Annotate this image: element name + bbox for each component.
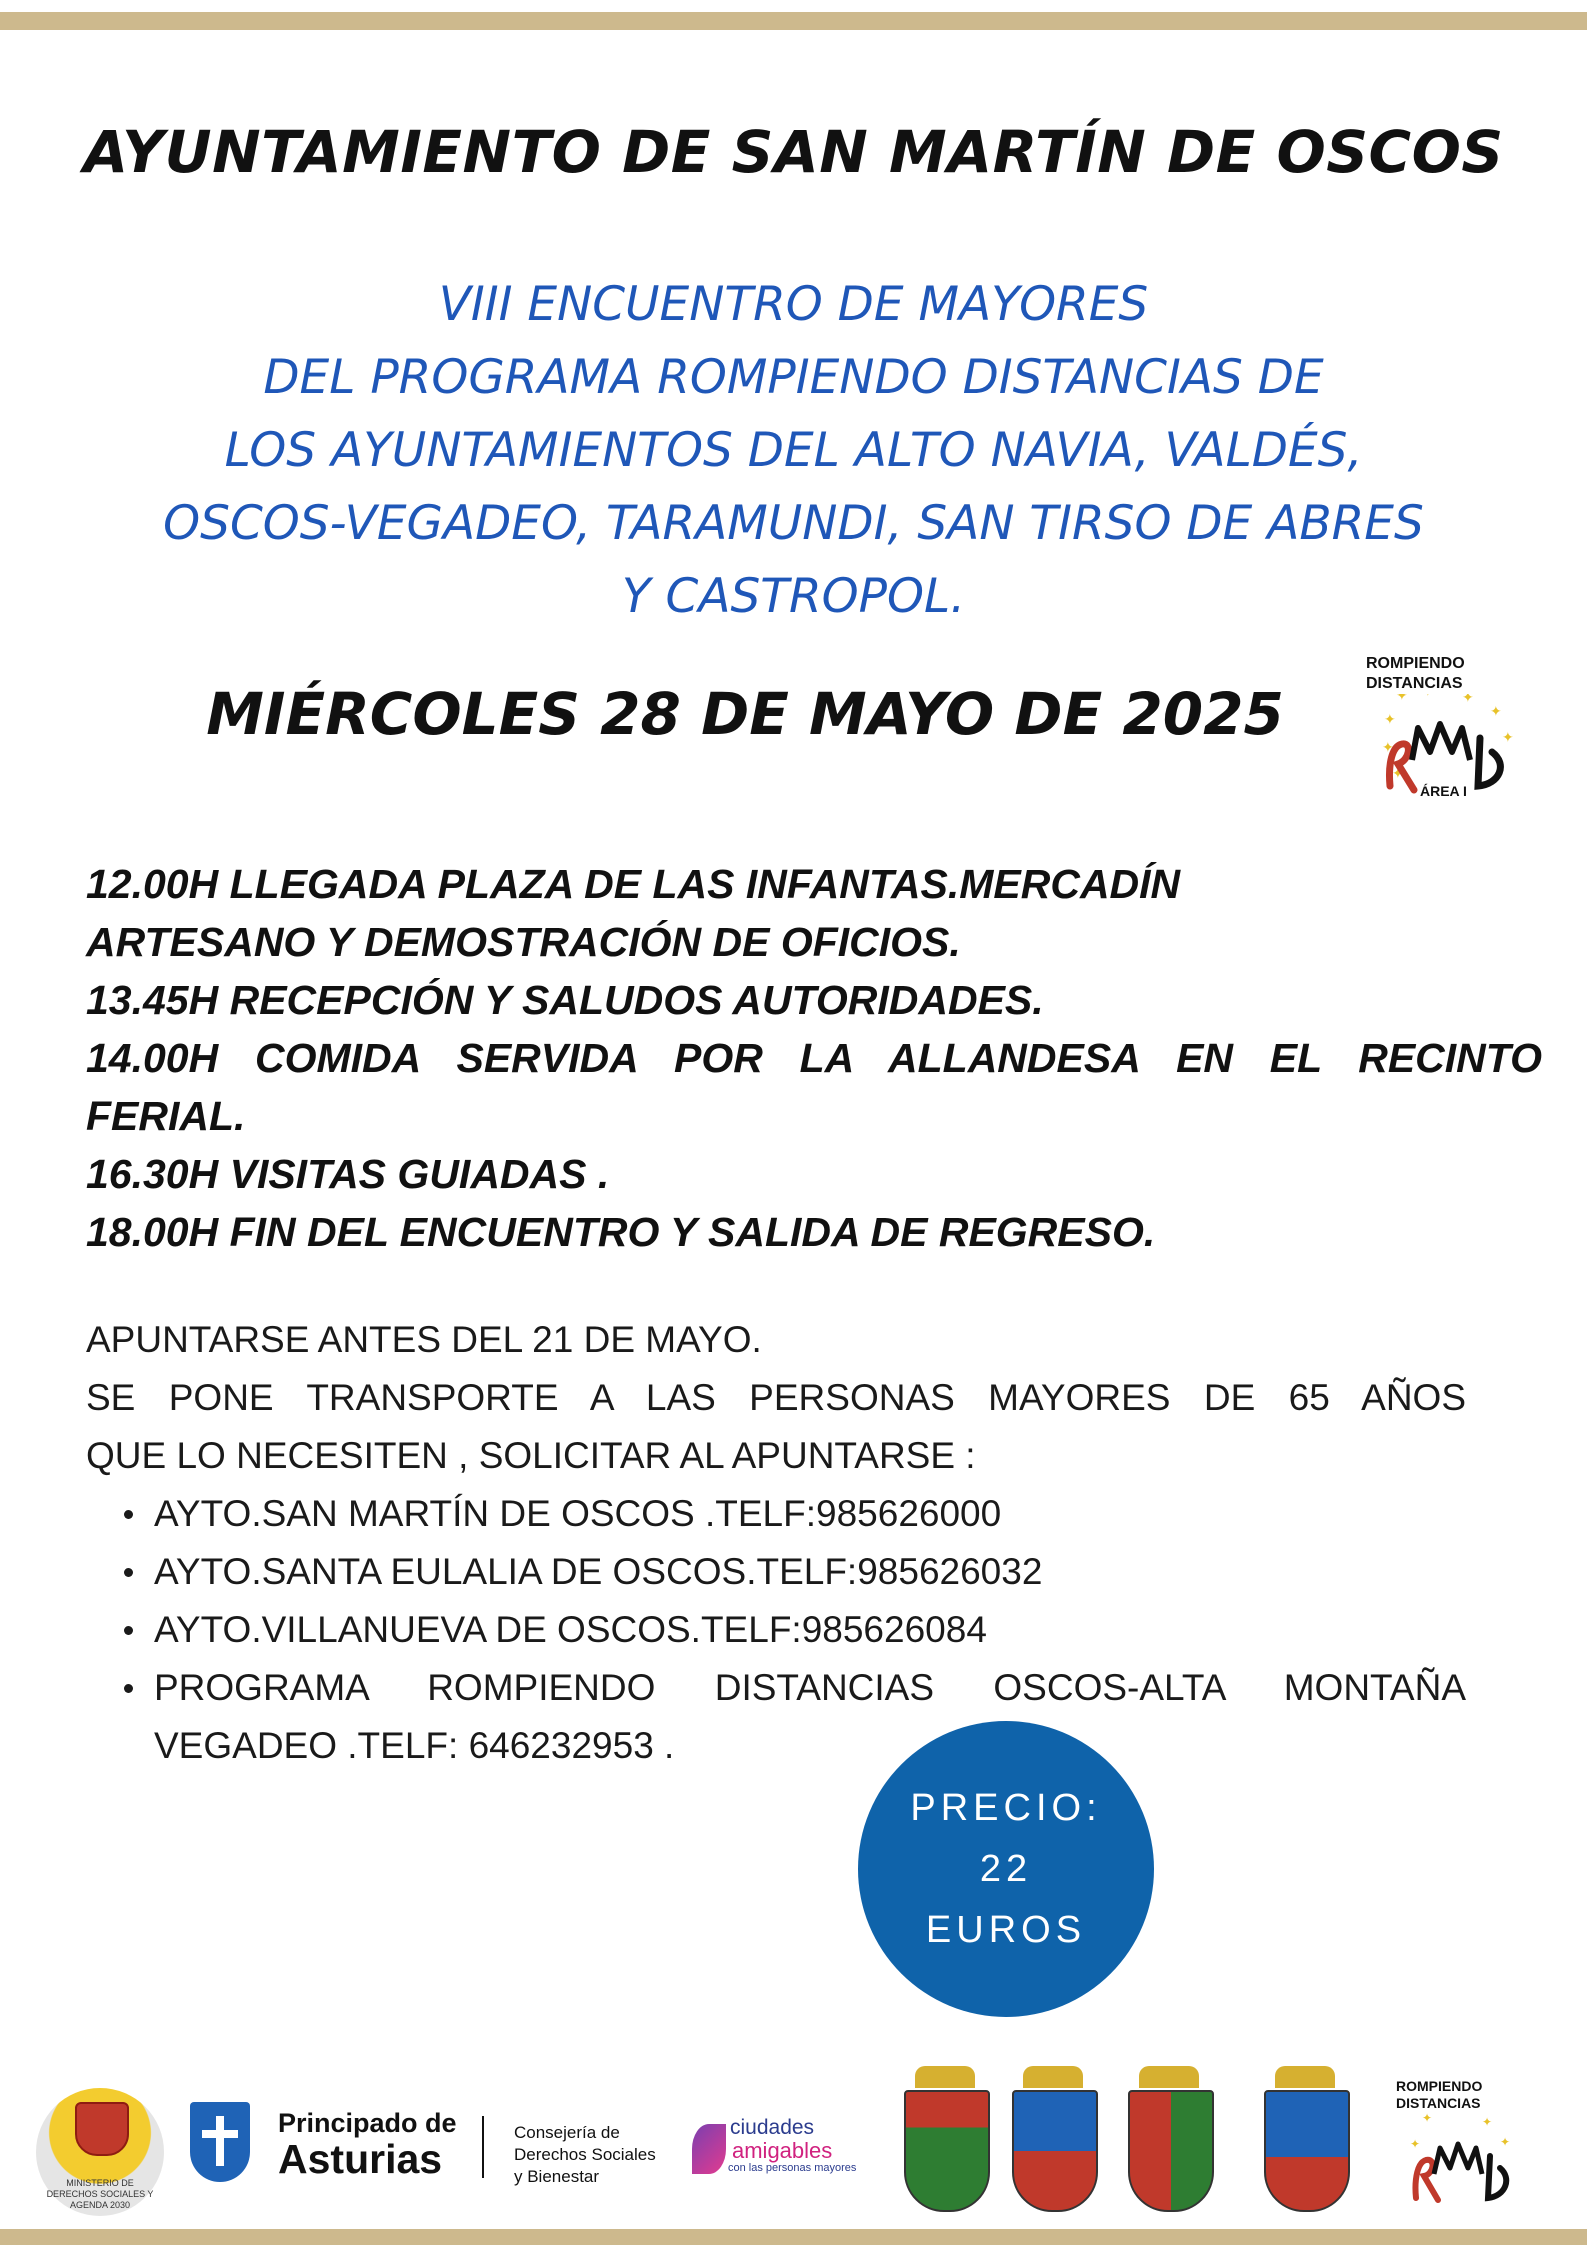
- subtitle-line: Y CASTROPOL.: [621, 569, 966, 624]
- ministerio-logo: [36, 2088, 164, 2216]
- schedule-line: 16.30H VISITAS GUIADAS .: [86, 1151, 610, 1197]
- logo-text-line: DISTANCIAS: [1396, 2095, 1481, 2111]
- info-line: QUE LO NECESITEN , SOLICITAR AL APUNTARSE :: [86, 1435, 976, 1476]
- svg-text:✦: ✦: [1502, 730, 1514, 746]
- svg-text:✦: ✦: [1410, 2137, 1421, 2151]
- subtitle-line: OSCOS-VEGADEO, TARAMUNDI, SAN TIRSO DE ABRES: [163, 496, 1424, 551]
- svg-text:✦: ✦: [1490, 704, 1502, 720]
- contact-item: [154, 1485, 1466, 1543]
- consejeria-line: y Bienestar: [514, 2167, 600, 2186]
- schedule-line: FERIAL.: [86, 1093, 246, 1139]
- bullet-icon: [124, 1626, 133, 1635]
- area-label: ÁREA I: [1420, 783, 1467, 799]
- logo-text-line: ROMPIENDO: [1396, 2078, 1483, 2094]
- event-date: MIÉRCOLES 28 DE MAYO DE 2025: [206, 680, 1284, 748]
- page-title: AYUNTAMIENTO DE SAN MARTÍN DE OSCOS: [83, 118, 1504, 186]
- rompiendo-distancias-logo-footer: [1392, 2078, 1522, 2218]
- consejeria-line: Derechos Sociales: [514, 2145, 656, 2164]
- spain-coat-of-arms-icon: [75, 2102, 129, 2156]
- municipal-coat-of-arms-icon: [1260, 2066, 1350, 2216]
- rmd-mark-icon: [1362, 694, 1530, 804]
- subtitle-line: VIII ENCUENTRO DE MAYORES: [438, 277, 1149, 332]
- svg-text:✦: ✦: [1384, 712, 1396, 728]
- rmd-mark-icon: [1392, 2112, 1522, 2212]
- ministerio-text: MINISTERIO DE DERECHOS SOCIALES Y AGENDA 2030: [46, 2178, 154, 2210]
- principado-logo: [278, 2108, 457, 2180]
- subtitle-line: LOS AYUNTAMIENTOS DEL ALTO NAVIA, VALDÉS,: [224, 423, 1363, 478]
- ciudades-amigables-logo: [690, 2112, 870, 2190]
- contact-text: AYTO.SAN MARTÍN DE OSCOS .TELF:985626000: [154, 1493, 1002, 1534]
- consejeria-text: [514, 2122, 656, 2188]
- price-amount: 22: [979, 1847, 1033, 1890]
- principado-line2: Asturias: [278, 2136, 443, 2182]
- info-line: APUNTARSE ANTES DEL 21 DE MAYO.: [86, 1319, 762, 1360]
- contact-item: [154, 1543, 1466, 1601]
- logo-text-line: ROMPIENDO: [1366, 655, 1465, 672]
- rompiendo-distancias-logo: [1362, 654, 1530, 804]
- schedule-line: 13.45H RECEPCIÓN Y SALUDOS AUTORIDADES.: [86, 977, 1044, 1023]
- ciudades-line: ciudades: [730, 2116, 815, 2139]
- contact-text: AYTO.VILLANUEVA DE OSCOS.TELF:985626084: [154, 1609, 987, 1650]
- schedule-line: 18.00H FIN DEL ENCUENTRO Y SALIDA DE REGRESO.: [86, 1209, 1156, 1255]
- ciudades-line: amigables: [732, 2138, 833, 2163]
- principado-line1: Principado de: [278, 2108, 457, 2138]
- price-currency: EUROS: [925, 1908, 1087, 1951]
- contact-item: [154, 1659, 1466, 1717]
- schedule-line: 14.00H COMIDA SERVIDA POR LA ALLANDESA EN EL RECINTO: [86, 1035, 1542, 1081]
- swoosh-icon: [692, 2124, 726, 2174]
- asturias-cross-icon: [190, 2102, 250, 2182]
- municipal-coat-of-arms-icon: [1008, 2066, 1098, 2216]
- schedule-line: ARTESANO Y DEMOSTRACIÓN DE OFICIOS.: [86, 919, 961, 965]
- price-label: PRECIO:: [910, 1786, 1102, 1829]
- contact-text: AYTO.SANTA EULALIA DE OSCOS.TELF:985626032: [154, 1551, 1043, 1592]
- svg-text:✦: ✦: [1392, 766, 1404, 782]
- svg-text:✦: [1422, 694, 1434, 700]
- schedule-list: [86, 855, 1542, 1261]
- event-subtitle: [40, 268, 1547, 633]
- contact-list: [86, 1485, 1466, 1775]
- contact-text: PROGRAMA ROMPIENDO DISTANCIAS OSCOS-ALTA MONTAÑA: [154, 1667, 1466, 1708]
- svg-text:✦: ✦: [1382, 740, 1394, 756]
- contact-item: [154, 1601, 1466, 1659]
- schedule-line: 12.00H LLEGADA PLAZA DE LAS INFANTAS.MERCADÍN: [86, 861, 1181, 907]
- bullet-icon: [124, 1684, 133, 1693]
- registration-info: [86, 1311, 1466, 1775]
- info-line: SE PONE TRANSPORTE A LAS PERSONAS MAYORES DE 65 AÑOS: [86, 1377, 1466, 1418]
- bullet-icon: [124, 1568, 133, 1577]
- subtitle-line: DEL PROGRAMA ROMPIENDO DISTANCIAS DE: [263, 350, 1324, 405]
- sponsor-logos: [0, 2060, 1587, 2220]
- svg-text:✦: ✦: [1396, 694, 1408, 704]
- contact-item-continued: VEGADEO .TELF: 646232953 .: [154, 1725, 675, 1766]
- top-gold-border: [0, 12, 1587, 30]
- bullet-icon: [124, 1510, 133, 1519]
- svg-text:✦: ✦: [1422, 2112, 1433, 2125]
- svg-text:✦: ✦: [1500, 2135, 1511, 2149]
- svg-text:✦: ✦: [1482, 2115, 1493, 2129]
- logo-divider: [482, 2116, 484, 2178]
- municipal-coat-of-arms-icon: [1124, 2066, 1214, 2216]
- municipal-coat-of-arms-icon: [900, 2066, 990, 2216]
- consejeria-line: Consejería de: [514, 2123, 620, 2142]
- logo-text-line: DISTANCIAS: [1366, 675, 1463, 692]
- ciudades-line: con las personas mayores: [728, 2162, 857, 2174]
- bottom-gold-border: [0, 2229, 1587, 2245]
- price-badge: [858, 1721, 1154, 2017]
- svg-text:✦: ✦: [1462, 694, 1474, 706]
